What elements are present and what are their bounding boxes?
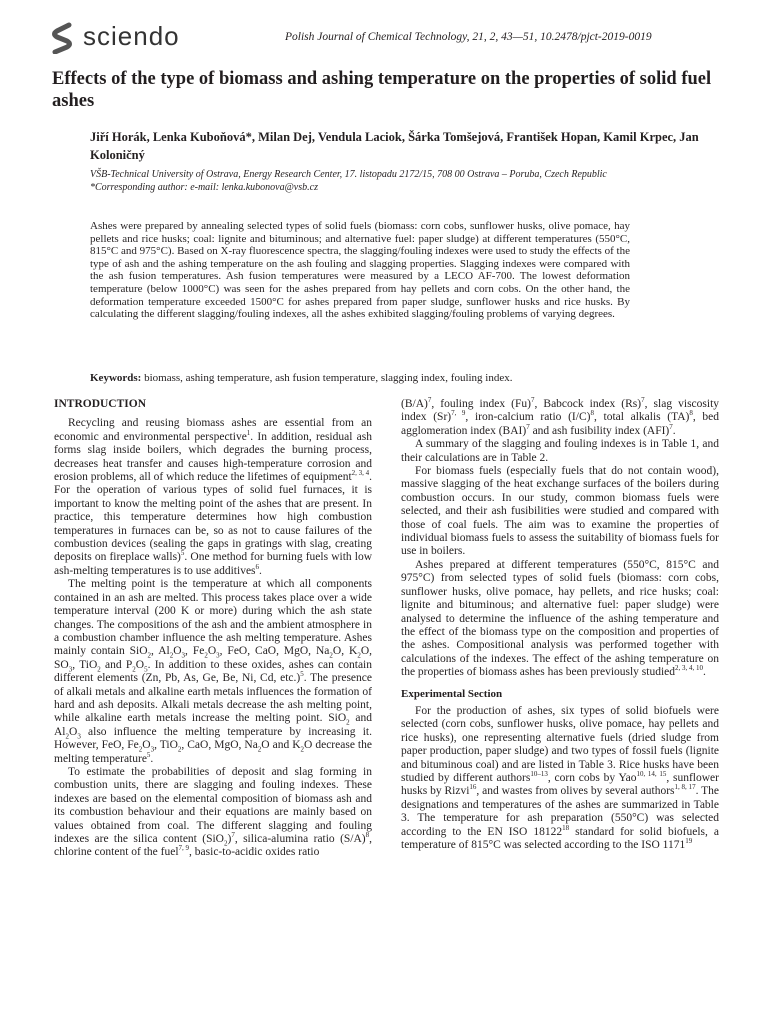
paragraph: For the production of ashes, six types of solid biofuels were selected (corn cobs, sunflower husks, olive pomace, hay pellets and rice husks), one representing alternative fuels (dried sludge from paper production, paper sludge) and two types of fossil fuels (lignite and bituminous coal) and are listed in Table 3. Rice husks have been studied by different authors$^{10-13}$, corn cobs by Yao$^{10, 14, 15}$, sunflower husks by Rizvi$^{16}$, and wastes from olives by several authors$^{1, 8, 17}$. The designations and temperatures of the ashes are summarized in Table 3. The temperature for ash preparation (550°C) was selected according to the EN ISO 18122$^{18}$ standard for solid biofuels, a temperature of 815°C was selected according to the ISO 1171$^{19}$ bbox=[401, 704, 719, 851]
paragraph: A summary of the slagging and fouling indexes is in Table 1, and their calculations are in Table 2. bbox=[401, 438, 719, 464]
affiliation-block bbox=[90, 168, 630, 194]
affiliation: VŠB-Technical University of Ostrava, Energy Research Center, 17. listopadu 2172/15, 708 00 Ostrava – Poruba, Czech Republic bbox=[90, 169, 607, 180]
corresponding-author: *Corresponding author: e-mail: lenka.kubonova@vsb.cz bbox=[90, 182, 318, 193]
keywords bbox=[90, 372, 650, 384]
journal-reference: Polish Journal of Chemical Technology, 21, 2, 43—51, 10.2478/pjct-2019-0019 bbox=[285, 31, 652, 43]
paragraph: $(B/A)^7$, fouling index $(Fu)^7$, Babcock index $(Rs)^7$, slag viscosity index $(Sr)^{7, 9}$, iron-calcium ratio $(I/C)^8$, total alkalis (TA)$^8$, bed agglomeration index (BAI)$^7$ and ash fusibility index (AFI)$^7$. bbox=[401, 396, 720, 437]
author-list: Jiří Horák, Lenka Kuboňová*, Milan Dej, Vendula Laciok, Šárka Tomšejová, František Hopan, Kamil Krpec, Jan Koloničný bbox=[90, 130, 699, 162]
sciendo-logo-mark bbox=[49, 22, 75, 54]
paragraph: The melting point is the temperature at which all components contained in an ash are melted. This process takes place over a wide temperature interval (200 K or more) during which the ash state changes. The compositions of the ash and the ambient atmosphere in a combustion chamber influence the ash melting temperature. Ashes mainly contain SiO$_2$, $Al_2O_3$, $Fe_2O_3$, FeO, CaO, MgO, $Na_2O$, $K_2O$, $SO_3$, TiO$_2$ and $P_2O_5$. In addition to these oxides, ashes can contain different elements (Zn, Pb, As, Ge, Be, Ni, Cd, etc.)$^5$. The presence of alkali metals and alkaline earth metals influences the formation of hard and ash deposits. Alkali metals decrease the ash melting point, while alkaline earth metals increase the melting point. SiO$_2$ and $Al_2O_3$ also influence the melting temperature by increasing it. However, FeO, $Fe_2O_3$, TiO$_2$, CaO, MgO, $Na_2O$ and $K_2O$ decrease the melting temperature$^5$. bbox=[54, 578, 373, 765]
paragraph: Recycling and reusing biomass ashes are essential from an economic and environmental perspective$^1$. In addition, residual ash forms slag inside boilers, which degrades the burning process, decreases heat transfer and causes high-temperature corrosion and erosion problems, all of which reduce the lifetimes of equipment$^{2, 3, 4}$. For the operation of various types of solid fuel furnaces, it is important to know the melting point of the ashes that are present. In practice, this temperature determines how high combustion temperatures in furnaces can be, so as not to cause failures of the combustion devices (sealing the gaps in gratings with slag, creating deposits on fireplace walls)$^5$. One method for burning fuels with low ash-melting temperatures is to use additives$^6$. bbox=[54, 417, 373, 577]
keywords-label: Keywords: bbox=[90, 372, 142, 384]
experimental-section-heading: Experimental Section bbox=[401, 687, 503, 700]
paragraph: To estimate the probabilities of deposit and slag forming in combustion units, there are slagging and fouling indexes. These indexes are based on the elemental composition of biomass ash and its combustion behaviour and their equations are mainly based on values obtained from coal. The different slagging and fouling indexes are the silica content $(SiO_2)^7$, silica-alumina ratio $(S/A)^8$, chlorine content of the fuel$^{7, 9}$, basic-to-acidic oxides ratio bbox=[54, 765, 372, 859]
paragraph: For biomass fuels (especially fuels that do not contain wood), massive slagging of the heat exchange surfaces of the boilers during combustion occurs. In our study, common biomass fuels were selected, and their ash fusibilities were studied and compared with those of coal fuels. The aim was to examine the properties of individual biomass fuels to assess the suitability of biomass fuels for use in boilers. bbox=[401, 465, 719, 558]
left-column bbox=[54, 398, 372, 860]
sciendo-logo bbox=[49, 22, 209, 54]
logo-wordmark: sciendo bbox=[83, 21, 180, 51]
abstract: Ashes were prepared by annealing selected types of solid fuels (biomass: corn cobs, sunflower husks, olive pomace, hay pellets and rice husks; coal: lignite and bituminous; and alternative fuel: paper sludge) at different temperatures (550°C, 815°C and 975°C). Based on X-ray fluorescence spectra, the slagging/fouling indexes were used to study the effects of the type of ash and the ashing temperature on the ash fouling and slagging properties. Slagging indexes were compared with the ash fusion temperatures. Ash fusion temperatures were measured by a LECO AF-700. The lowest deformation temperature (below 1000°C) was seen for the ashes prepared from hay pellets and corn cobs. On the other hand, the deformation temperature exceeded 1500°C for ashes prepared from paper sludge, sunflower husks and rice husks. By calculating the different slagging/fouling indexes, all the ashes exhibited slagging/fouling problems of varying degrees. bbox=[90, 220, 630, 321]
introduction-heading: INTRODUCTION bbox=[54, 398, 147, 410]
paragraph: Ashes prepared at different temperatures (550°C, 815°C and 975°C) from selected types of solid fuels (biomass: corn cobs, sunflower husks, olive pomace, hay pellets, and rice husks; coal: lignite and bituminous; and alternative fuel: paper sludge) were analysed to determine the influence of the ashing temperature and the effect of the biomass type on the composition and properties of the ashes. Compositional analysis was performed together with calculations of the indexes. The effect of the ashing temperature on the properties of biomass ashes has been previously studied$^{2, 3, 4, 10}$. bbox=[401, 558, 719, 679]
keywords-list: biomass, ashing temperature, ash fusion temperature, slagging index, fouling index. bbox=[141, 372, 513, 384]
right-column bbox=[401, 398, 719, 852]
paper-title: Effects of the type of biomass and ashing temperature on the properties of solid fuel ashes bbox=[52, 69, 712, 111]
